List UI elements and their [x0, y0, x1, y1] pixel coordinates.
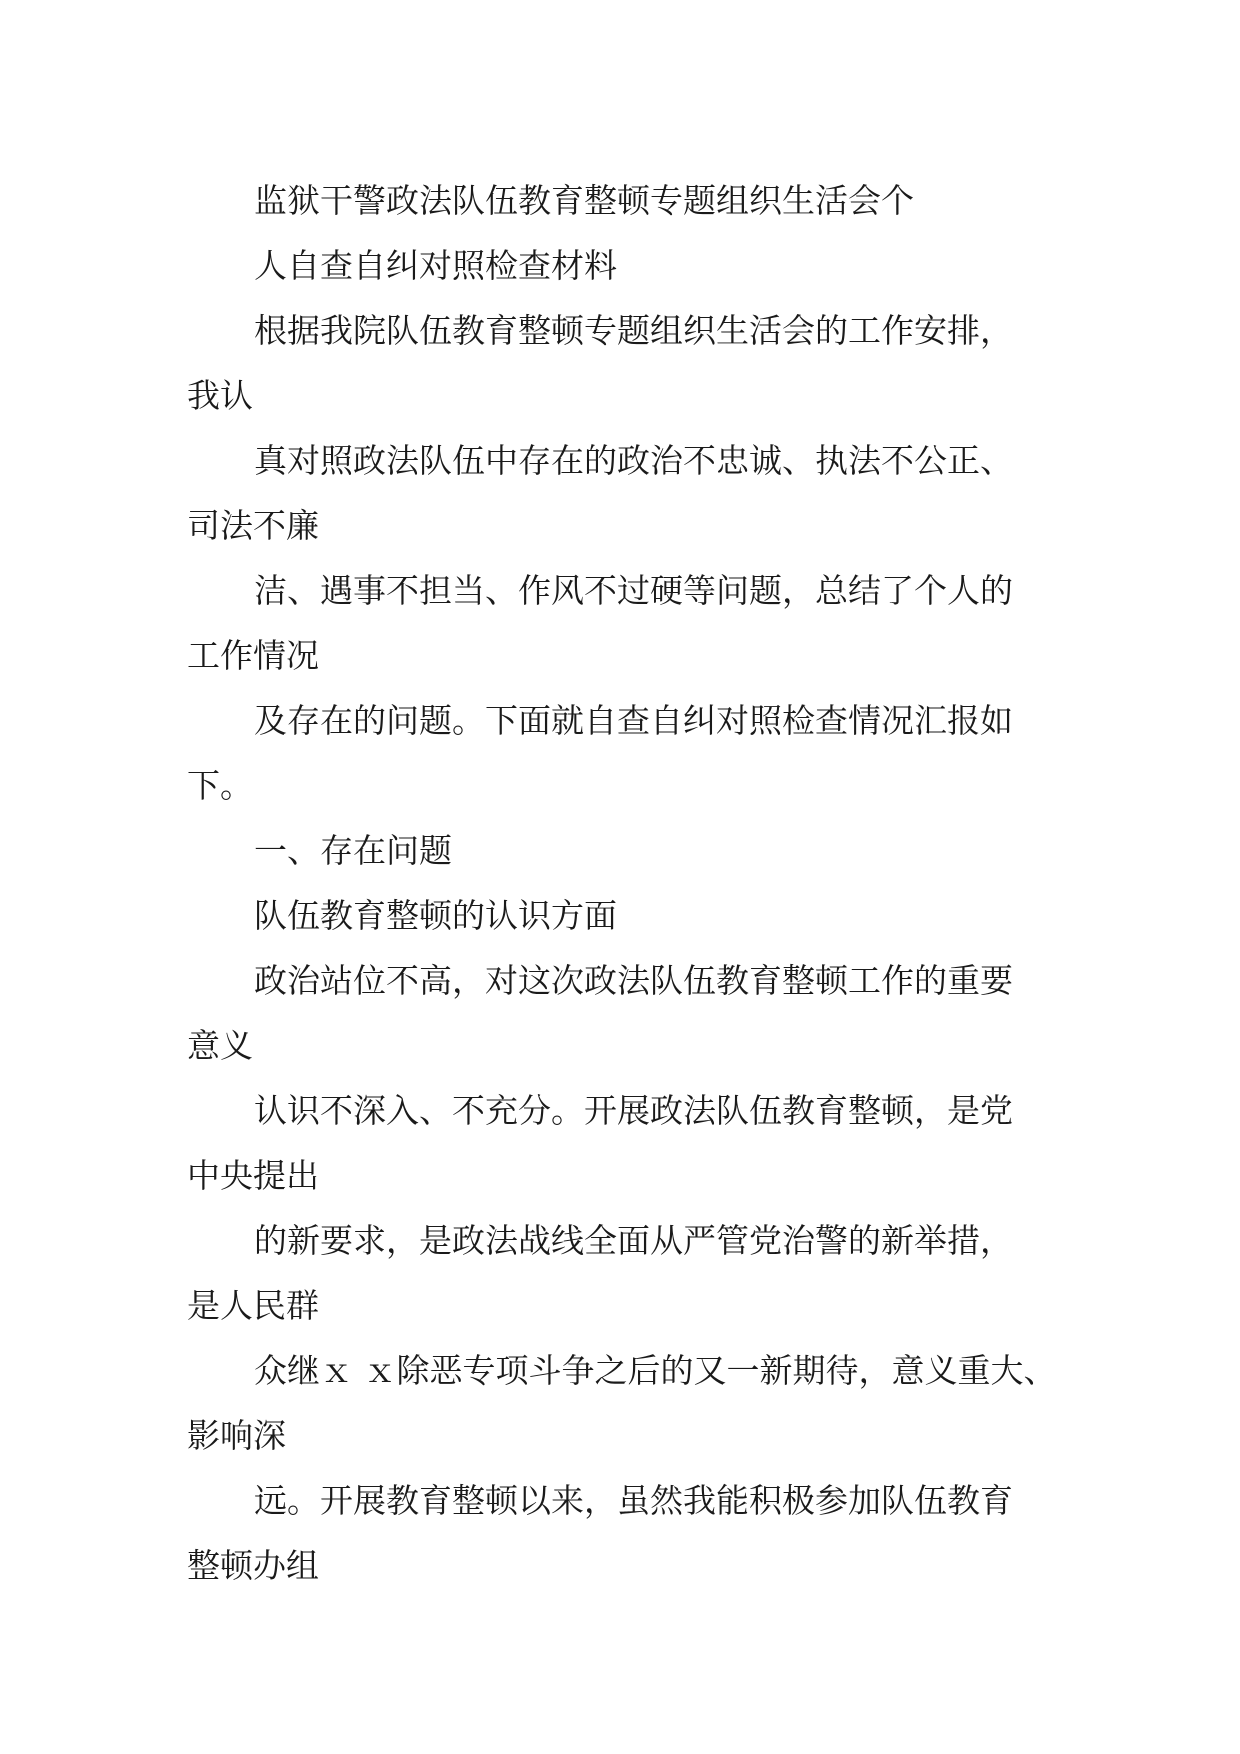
paragraph-line: 中央提出: [187, 1156, 319, 1195]
paragraph-line: 洁、遇事不担当、作风不过硬等问题，总结了个人的: [254, 571, 1013, 610]
paragraph-line: 的新要求，是政法战线全面从严管党治警的新举措，: [254, 1221, 1013, 1260]
document-body: [187, 168, 1057, 1598]
paragraph-line: 下。: [187, 766, 253, 805]
subsection-heading: 队伍教育整顿的认识方面: [254, 896, 617, 935]
paragraph-line: 整顿办组: [187, 1546, 319, 1585]
paragraph-line: 远。开展教育整顿以来，虽然我能积极参加队伍教育: [254, 1481, 1013, 1520]
paragraph-line: 司法不廉: [187, 506, 319, 545]
paragraph-line: 认识不深入、不充分。开展政法队伍教育整顿，是党: [254, 1091, 1013, 1130]
title-line-1: 监狱干警政法队伍教育整顿专题组织生活会个: [254, 181, 914, 220]
section-heading: 一、存在问题: [254, 831, 452, 870]
paragraph-line: 影响深: [187, 1416, 286, 1455]
paragraph-line: 政治站位不高，对这次政法队伍教育整顿工作的重要: [254, 961, 1013, 1000]
paragraph-line: 是人民群: [187, 1286, 319, 1325]
paragraph-line: 真对照政法队伍中存在的政治不忠诚、执法不公正、: [254, 441, 1013, 480]
paragraph-line: 意义: [187, 1026, 253, 1065]
paragraph-line: 根据我院队伍教育整顿专题组织生活会的工作安排，: [254, 311, 1013, 350]
title-line-2: 人自查自纠对照检查材料: [254, 246, 617, 285]
paragraph-line: 及存在的问题。下面就自查自纠对照检查情况汇报如: [254, 701, 1013, 740]
paragraph-line: 众继ｘ ｘ除恶专项斗争之后的又一新期待，意义重大、: [254, 1351, 1057, 1390]
paragraph-line: 我认: [187, 376, 253, 415]
paragraph-line: 工作情况: [187, 636, 319, 675]
